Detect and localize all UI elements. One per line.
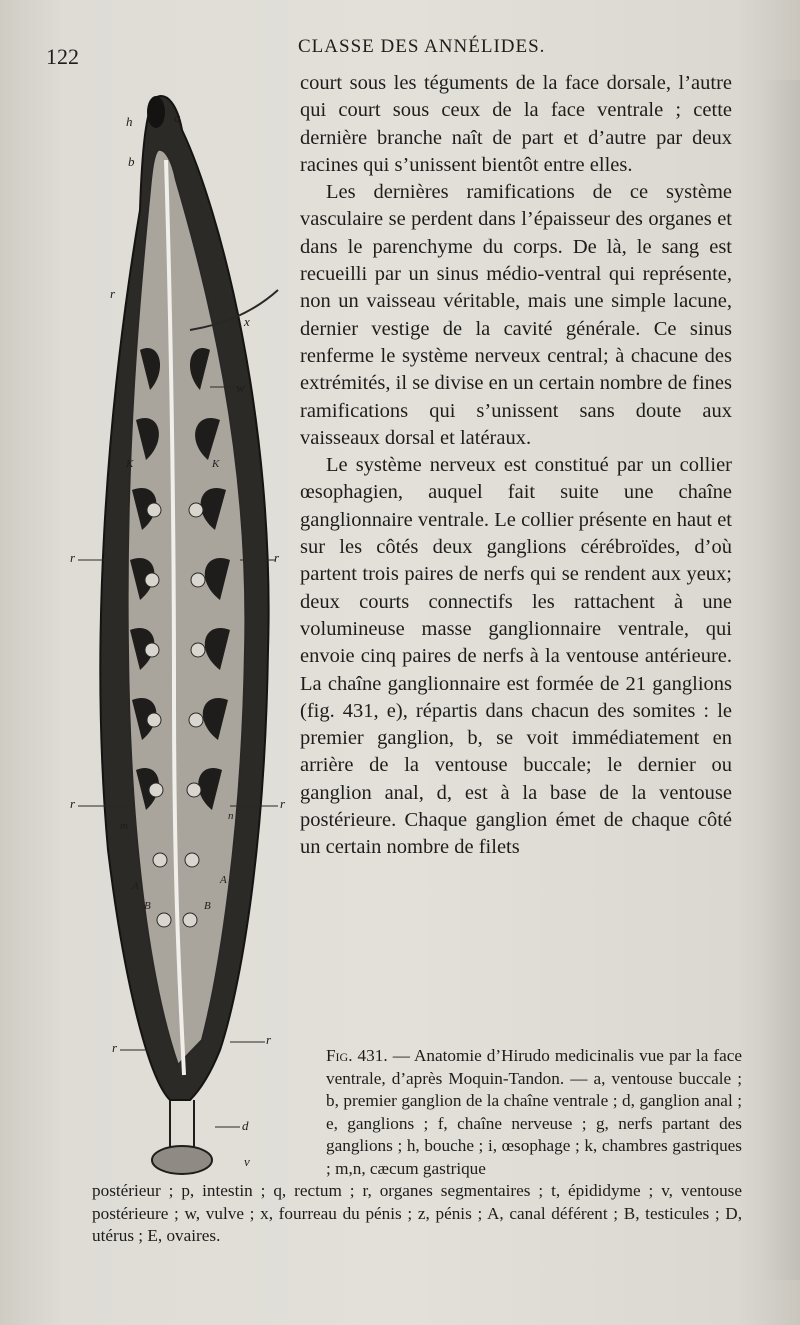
figure-label-a: a	[174, 110, 181, 125]
figure-label-r: r	[70, 796, 76, 811]
figure-label-K: K	[212, 458, 220, 470]
figure-label-r: r	[112, 1040, 118, 1055]
page-header	[40, 30, 760, 69]
mouth	[147, 96, 165, 128]
page-number: 122	[46, 44, 79, 69]
figure-label-n: n	[228, 810, 234, 822]
figure-label-r: r	[266, 1032, 272, 1047]
paragraph-3: Le système nerveux est constitué par un collier œsophagien, auquel fait suite une chaîne ganglionnaire ventrale. Le collier présente en haut et sur les côtés deux ganglions cérébroïdes, d’où partent trois paires de nerfs qui se rendent aux yeux; deux courts connectifs les rattachent à une volumineuse masse ganglionnaire ventrale, qui envoie cinq paires de nerfs à la ventouse antérieure. La chaîne ganglionnaire est formée de 21 ganglions (fig. 431, e), répartis dans chacun des somites : le premier ganglion, b, se voit immédiatement en arrière de la ventouse buccale; le dernier ou ganglion anal, d, est à la base de la ventouse postérieure. Chaque ganglion émet de chaque côté un certain nombre de filets	[300, 454, 732, 859]
figure-label-b: b	[128, 154, 135, 169]
paragraph-2: Les dernières ramifications de ce système vasculaire se perdent dans l’épaisseur des organes et dans le parenchyme du corps. De là, le sang est recueilli par un sinus médio-ventral qui représente, non un vaisseau véritable, mais une simple lacune, dernier vestige de la cavité générale. Ce sinus renferme le système nerveux central; à chacune des extrémités, il se divise en un certain nombre de fines ramifications qui s’unissent sans doute aux vaisseaux dorsal et latéraux.	[300, 181, 732, 449]
running-title: CLASSE DES ANNÉLIDES.	[298, 36, 546, 57]
figure-label-w: w	[236, 380, 245, 395]
main-text-column	[300, 70, 732, 862]
leech-anatomy-illustration	[70, 90, 292, 1185]
caption-top-block	[326, 1045, 742, 1180]
figure-label-K: K	[126, 458, 134, 470]
figure-label-r: r	[280, 796, 286, 811]
figure-label-r: r	[70, 550, 76, 565]
figure-label-v: v	[244, 1154, 250, 1169]
figure-label-B: B	[204, 900, 211, 912]
paragraph-1: court sous les téguments de la face dorsale, l’autre qui court sous ceux de la face ventrale ; cette dernière branche naît de part et d’autre par deux racines qui s’unissent bientôt entre elles.	[300, 72, 732, 176]
figure-label-r: r	[274, 550, 280, 565]
figure-label-m: m	[120, 820, 128, 832]
figure-label-B: B	[144, 900, 151, 912]
figure-label-A: A	[220, 874, 227, 886]
figure-label-r: r	[110, 286, 116, 301]
page-edge-shadow	[760, 80, 800, 1280]
figure-caption	[92, 1045, 742, 1248]
caption-text-top: — Anatomie d’Hirudo medicinalis vue par la face ventrale, d’après Moquin-Tandon. — a, ventouse buccale ; b, premier ganglion de la chaîne ventrale ; d, ganglion anal ; e, ganglions ; f, chaîne nerveuse ; g, nerfs partant des ganglions ; h, bouche ; i, œsophage ; k, chambres gastriques ; m,n, cæcum gastrique	[326, 1046, 742, 1178]
figure-label-A: A	[132, 880, 139, 892]
figure-label-h: h	[126, 114, 133, 129]
caption-text-rest: postérieur ; p, intestin ; q, rectum ; r, organes segmentaires ; t, épididyme ; v, ventouse postérieure ; w, vulve ; x, fourreau du pénis ; z, pénis ; A, canal déférent ; B, testicules ; D, utérus ; E, ovaires.	[92, 1181, 742, 1245]
figure-label-d: d	[242, 1118, 249, 1133]
leech-drawing	[70, 90, 292, 1185]
figure-label-x: x	[244, 314, 250, 329]
caption-label: Fig. 431.	[326, 1046, 388, 1065]
